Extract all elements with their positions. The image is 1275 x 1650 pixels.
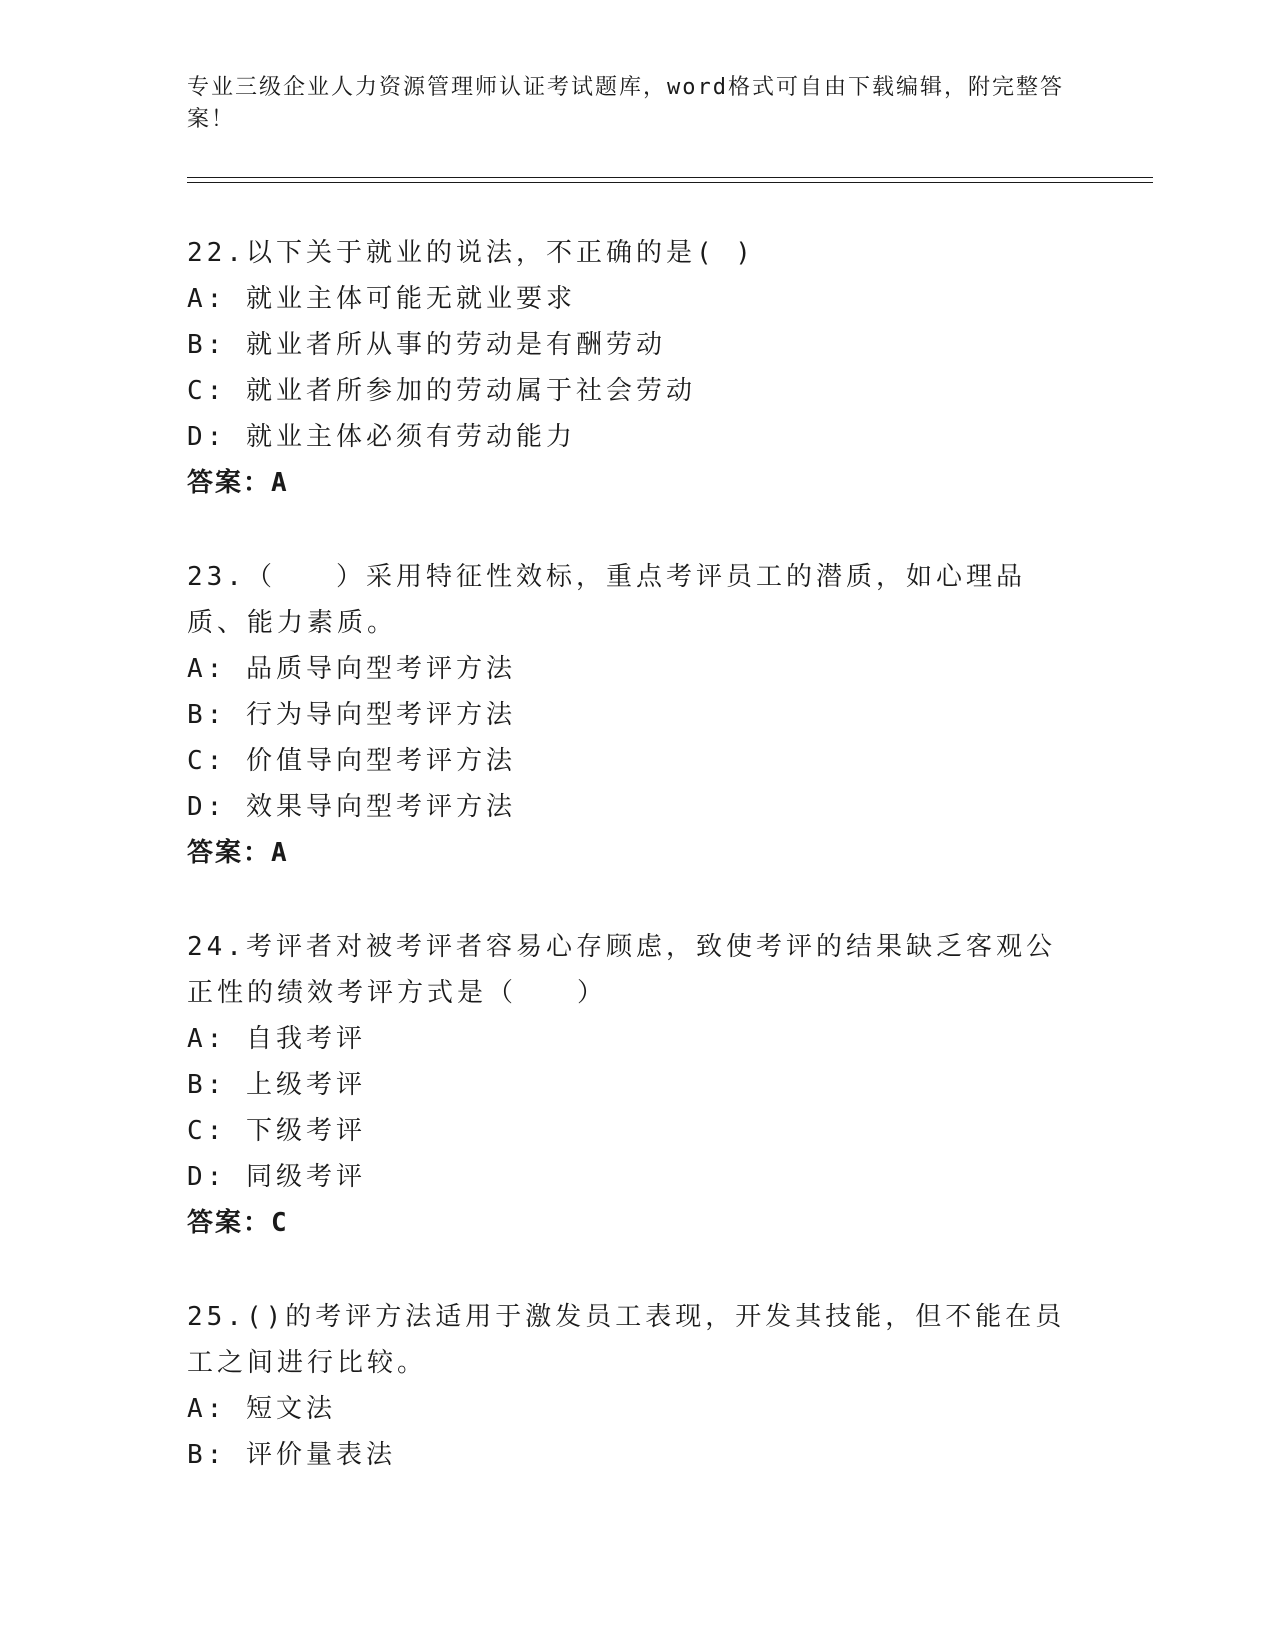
option-b: B: 行为导向型考评方法	[187, 700, 516, 730]
question-22	[187, 230, 1077, 506]
question-stem: 22.以下关于就业的说法，不正确的是( )	[187, 238, 755, 268]
document-header: 专业三级企业人力资源管理师认证考试题库，word格式可自由下载编辑，附完整答案！	[187, 75, 1064, 132]
header-divider-top	[187, 177, 1153, 178]
question-stem: 23.（ ）采用特征性效标，重点考评员工的潜质，如心理品质、能力素质。	[187, 562, 1026, 638]
question-25	[187, 1294, 1077, 1478]
option-d: D: 效果导向型考评方法	[187, 792, 516, 822]
option-a: A: 就业主体可能无就业要求	[187, 284, 576, 314]
question-stem: 24.考评者对被考评者容易心存顾虑，致使考评的结果缺乏客观公正性的绩效考评方式是（ ）	[187, 932, 1056, 1008]
header-divider-bottom	[187, 182, 1153, 183]
option-a: A: 品质导向型考评方法	[187, 654, 516, 684]
question-23	[187, 554, 1077, 876]
option-b: B: 就业者所从事的劳动是有酬劳动	[187, 330, 666, 360]
option-c: C: 就业者所参加的劳动属于社会劳动	[187, 376, 696, 406]
question-24	[187, 924, 1077, 1246]
answer-line: 答案：A	[187, 468, 289, 498]
option-c: C: 下级考评	[187, 1116, 366, 1146]
answer-line: 答案：C	[187, 1208, 289, 1238]
option-c: C: 价值导向型考评方法	[187, 746, 516, 776]
option-d: D: 就业主体必须有劳动能力	[187, 422, 576, 452]
option-a: A: 自我考评	[187, 1024, 366, 1054]
option-d: D: 同级考评	[187, 1162, 366, 1192]
option-b: B: 评价量表法	[187, 1440, 396, 1470]
option-a: A: 短文法	[187, 1394, 336, 1424]
question-stem: 25.()的考评方法适用于激发员工表现，开发其技能，但不能在员工之间进行比较。	[187, 1302, 1066, 1378]
option-b: B: 上级考评	[187, 1070, 366, 1100]
question-list	[187, 230, 1077, 1526]
answer-line: 答案：A	[187, 838, 289, 868]
